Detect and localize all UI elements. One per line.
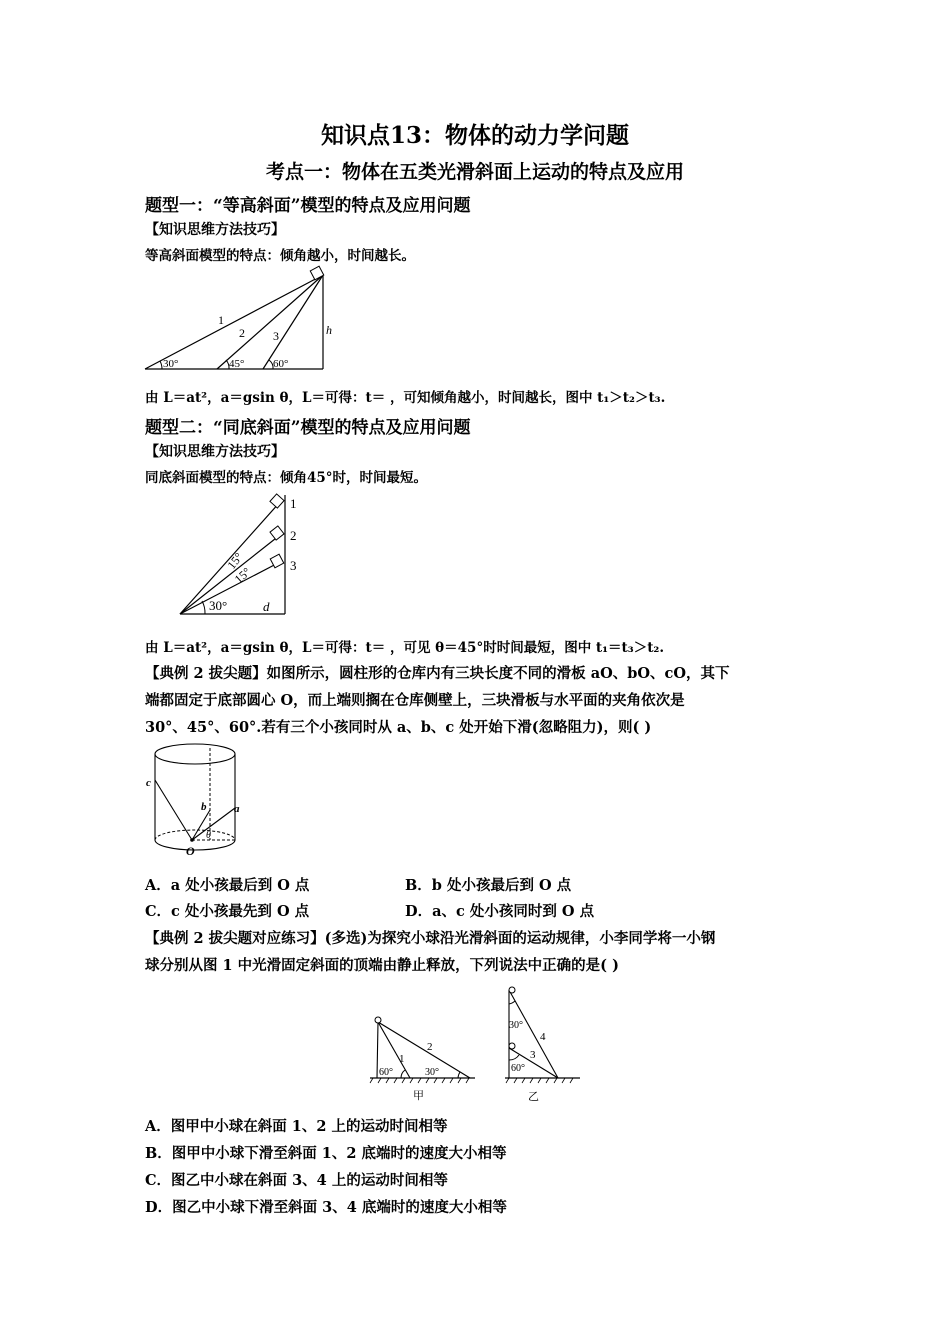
cylinder-warehouse-figure [140,740,250,865]
practice-line-1: 【典例 2 拔尖题对应练习】(多选)为探究小球沿光滑斜面的运动规律，小李同学将一小钢 [145,930,716,947]
type1-formula: 由 L＝at²，a＝gsin θ，L＝可得：t＝ ，可知倾角越小，时间越长，图中 t₁＞t₂＞t₃. [145,390,666,406]
fig3-point-a: a [234,803,240,815]
type1-feature: 等高斜面模型的特点：倾角越小，时间越长。 [145,248,415,264]
fig2-angle-30: 30° [209,598,228,613]
fig2-slope-1: 1 [290,496,297,511]
practice-option-b[interactable]: B．图甲中小球下滑至斜面 1、2 底端时的速度大小相等 [145,1145,507,1162]
fig4-yi-angle-30: 30° [509,1020,523,1031]
fig2-angle-15a: 15° [224,549,246,572]
equal-base-slopes-figure [175,490,315,620]
fig2-base-label: d [263,599,270,614]
fig2-angle-15b: 15° [231,564,254,587]
practice-option-a[interactable]: A．图甲中小球在斜面 1、2 上的运动时间相等 [145,1118,448,1135]
practice-figure-jia [365,1010,480,1105]
type2-tip: 【知识思维方法技巧】 [145,444,285,460]
fig1-height-label: h [326,323,332,337]
example-line-3: 30°、45°、60°.若有三个小孩同时从 a、b、c 处开始下滑(忽略阻力)，则( ) [145,719,652,736]
section-subtitle: 考点一：物体在五类光滑斜面上运动的特点及应用 [265,161,684,183]
page-title: 知识点13：物体的动力学问题 [320,122,629,149]
fig4-yi-slope-3: 3 [530,1049,536,1061]
fig4-jia-angle-30: 30° [425,1067,439,1078]
fig4-jia-slope-2: 2 [427,1041,433,1053]
example-option-d[interactable]: D．a、c 处小孩同时到 O 点 [405,903,595,920]
fig1-slope-2: 2 [239,326,245,340]
fig4-jia-slope-1: 1 [399,1053,405,1065]
fig1-slope-3: 3 [273,329,279,343]
practice-figure-yi [495,982,585,1106]
practice-line-2: 球分别从图 1 中光滑固定斜面的顶端由静止释放，下列说法中正确的是( ) [145,957,619,974]
fig1-angle-60: 60° [273,358,289,370]
fig1-angle-30: 30° [163,358,179,370]
type2-feature: 同底斜面模型的特点：倾角45°时，时间最短。 [145,470,428,486]
practice-option-d[interactable]: D．图乙中小球下滑至斜面 3、4 底端时的速度大小相等 [145,1199,507,1216]
fig1-slope-1: 1 [218,313,224,327]
practice-option-c[interactable]: C．图乙中小球在斜面 3、4 上的运动时间相等 [145,1172,448,1189]
example-option-a[interactable]: A．a 处小孩最后到 O 点 [145,877,310,894]
example-option-c[interactable]: C．c 处小孩最先到 O 点 [145,903,310,920]
example-line-1: 【典例 2 拔尖题】如图所示，圆柱形的仓库内有三块长度不同的滑板 aO、bO、cO，其下 [145,665,730,682]
fig4-yi-angle-60: 60° [511,1063,525,1074]
example-line-2: 端都固定于底部圆心 O，而上端则搁在仓库侧壁上，三块滑板与水平面的夹角依次是 [145,692,685,709]
fig3-center-O: O [186,844,195,858]
fig4-jia-angle-60: 60° [379,1067,393,1078]
example-option-b[interactable]: B．b 处小孩最后到 O 点 [405,877,572,894]
fig4-jia-label: 甲 [413,1090,424,1102]
type1-tip: 【知识思维方法技巧】 [145,222,285,238]
fig3-point-c: c [146,777,151,789]
fig3-angle-theta: θ [206,830,211,841]
fig3-point-b: b [201,801,207,813]
fig4-yi-slope-4: 4 [540,1031,546,1043]
fig2-slope-2: 2 [290,528,297,543]
type2-heading: 题型二：“同底斜面”模型的特点及应用问题 [145,418,471,438]
equal-height-slopes-figure [140,265,340,375]
fig4-yi-label: 乙 [528,1091,539,1103]
fig1-angle-45: 45° [229,358,245,370]
fig2-slope-3: 3 [290,558,297,573]
type2-formula: 由 L＝at²，a＝gsin θ，L＝可得：t＝ ，可见 θ＝45°时时间最短，图中 t₁＝t₃＞t₂. [145,640,665,656]
type1-heading: 题型一：“等高斜面”模型的特点及应用问题 [145,196,471,216]
